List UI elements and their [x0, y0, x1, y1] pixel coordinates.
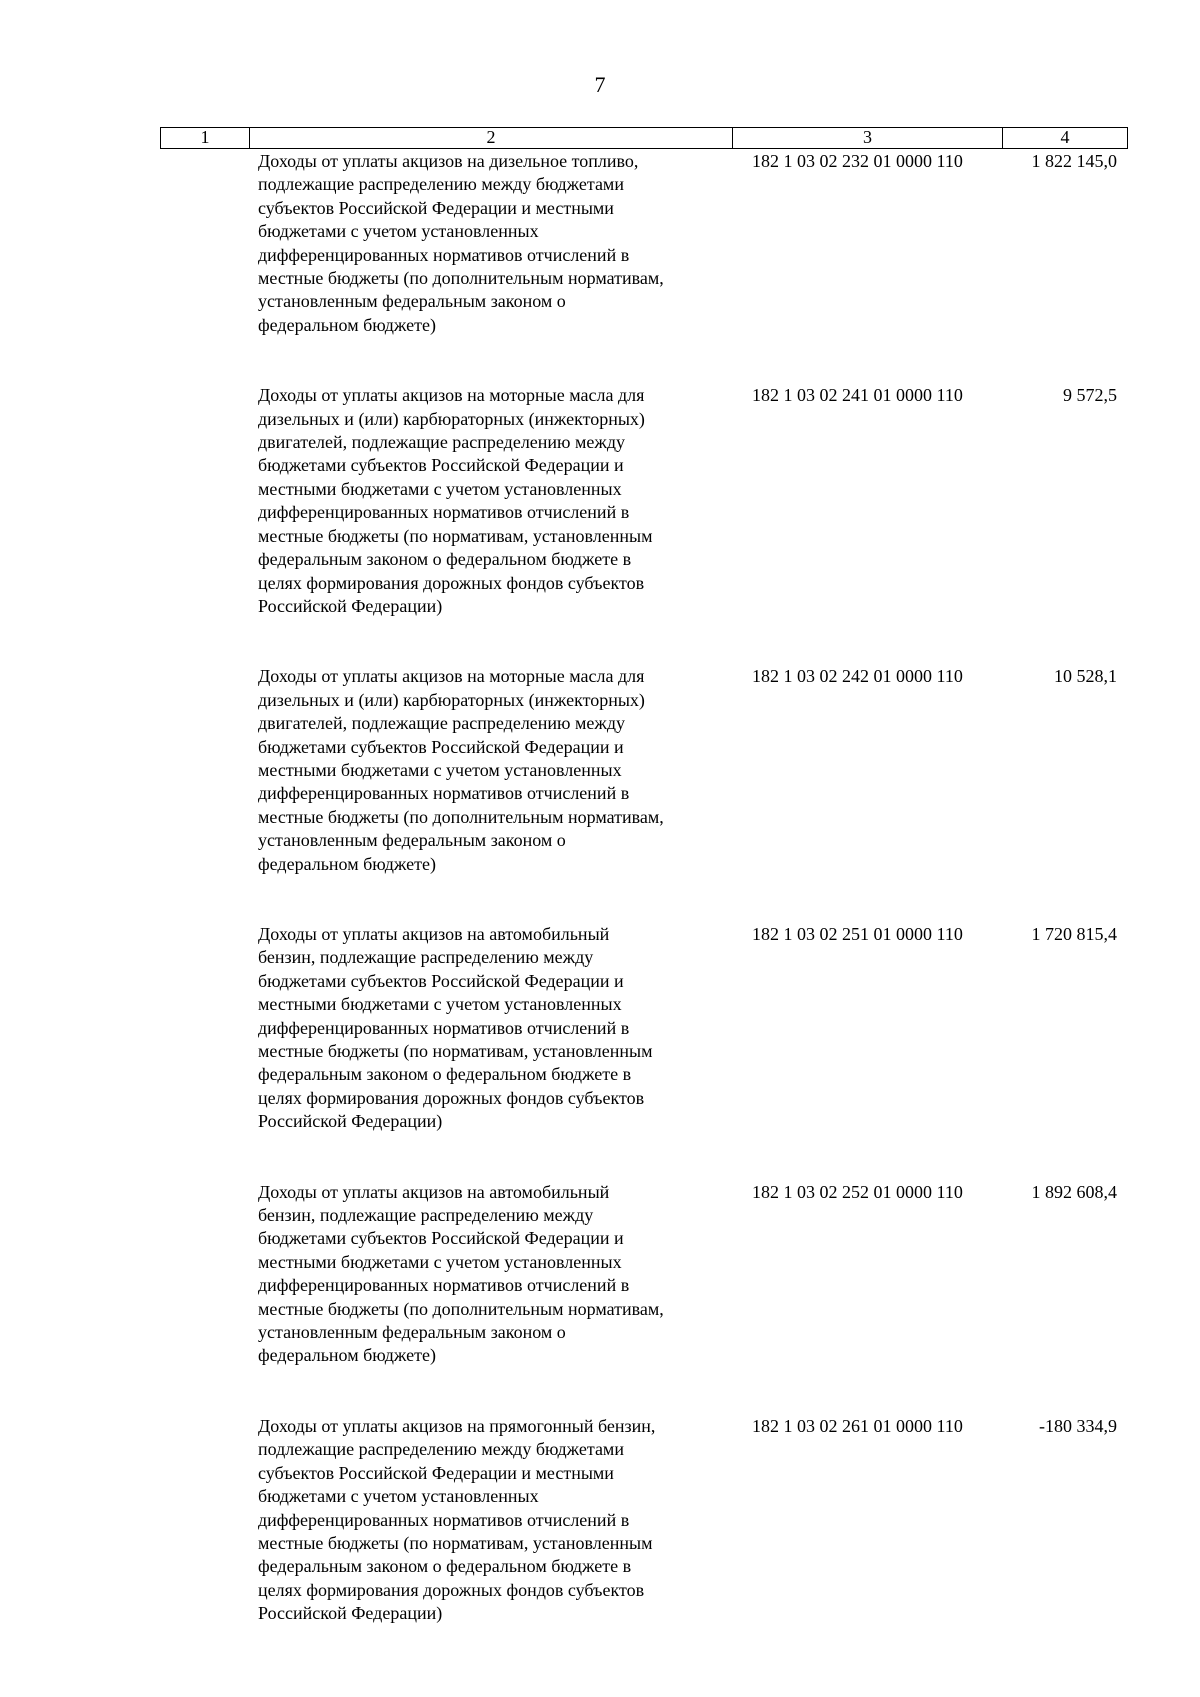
description-line: дифференцированных нормативов отчислений в [258, 502, 630, 523]
table-row [160, 665, 1128, 876]
description-line: местными бюджетами с учетом установленных [258, 478, 622, 499]
description-line: дифференцированных нормативов отчислений в [258, 1275, 630, 1296]
description-line: субъектов Российской Федерации и местными [258, 197, 614, 218]
row-spacer [160, 618, 1128, 665]
description-line: дифференцированных нормативов отчислений в [258, 244, 630, 265]
table-header-col-3: 3 [732, 128, 1002, 148]
description-line: Российской Федерации) [258, 1603, 443, 1624]
row-spacer [160, 876, 1128, 923]
table-header-row [160, 127, 1128, 149]
description-line: местные бюджеты (по нормативам, установленным [258, 1532, 653, 1553]
table-row [160, 150, 1128, 337]
description-line: бюджетами с учетом установленных [258, 221, 539, 242]
description-line: Доходы от уплаты акцизов на автомобильный [258, 923, 610, 944]
description-line: дифференцированных нормативов отчислений в [258, 783, 630, 804]
description-line: бюджетами субъектов Российской Федерации и [258, 1228, 624, 1249]
description-line: подлежащие распределению между бюджетами [258, 1439, 624, 1460]
row-amount: 1 822 145,0 [1031, 151, 1117, 171]
description-line: Доходы от уплаты акцизов на моторные масла для [258, 666, 645, 687]
description-line: Российской Федерации) [258, 595, 443, 616]
row-amount: 10 528,1 [1054, 666, 1117, 687]
description-line: федеральном бюджете) [258, 314, 436, 335]
row-budget-code: 182 1 03 02 252 01 0000 110 [752, 1181, 963, 1202]
description-line: Доходы от уплаты акцизов на моторные масла для [258, 385, 645, 406]
description-line: двигателей, подлежащие распределению между [258, 713, 625, 734]
row-description [160, 150, 731, 337]
row-amount: -180 334,9 [1039, 1415, 1117, 1436]
row-description [160, 1415, 731, 1626]
row-amount: 9 572,5 [1063, 385, 1117, 406]
description-line: федеральным законом о федеральном бюджете в [258, 549, 632, 570]
row-budget-code: 182 1 03 02 242 01 0000 110 [752, 666, 963, 687]
table-row [160, 1181, 1128, 1368]
description-line: федеральным законом о федеральном бюджете в [258, 1064, 632, 1085]
description-line: двигателей, подлежащие распределению между [258, 432, 625, 453]
description-line: субъектов Российской Федерации и местными [258, 1462, 614, 1483]
description-line: бюджетами субъектов Российской Федерации и [258, 970, 624, 991]
description-line: местные бюджеты (по нормативам, установленным [258, 1041, 653, 1061]
description-line: местные бюджеты (по дополнительным нормативам, [258, 268, 664, 289]
description-line: бюджетами субъектов Российской Федерации и [258, 455, 624, 476]
description-line: бензин, подлежащие распределению между [258, 1205, 594, 1226]
description-line: бюджетами с учетом установленных [258, 1486, 539, 1507]
row-amount: 1 720 815,4 [1031, 923, 1117, 944]
row-description [160, 665, 731, 876]
row-amount: 1 892 608,4 [1031, 1181, 1117, 1202]
table-header-col-4: 4 [1002, 128, 1127, 148]
description-line: местные бюджеты (по нормативам, установленным [258, 525, 653, 546]
description-line: местные бюджеты (по дополнительным нормативам, [258, 1298, 664, 1319]
description-line: местные бюджеты (по дополнительным нормативам, [258, 806, 664, 827]
description-line: дифференцированных нормативов отчислений в [258, 1509, 630, 1530]
row-description [160, 1181, 731, 1368]
description-line: бензин, подлежащие распределению между [258, 947, 594, 968]
description-line: целях формирования дорожных фондов субъектов [258, 572, 645, 593]
description-line: дифференцированных нормативов отчислений в [258, 1017, 630, 1038]
table-header-col-1: 1 [200, 127, 210, 147]
description-line: дизельных и (или) карбюраторных (инжекторных) [258, 408, 645, 429]
description-line: Доходы от уплаты акцизов на автомобильный [258, 1181, 610, 1202]
description-line: бюджетами субъектов Российской Федерации и [258, 736, 624, 757]
description-line: федеральном бюджете) [258, 853, 436, 874]
page-number: 7 [594, 72, 606, 97]
row-budget-code: 182 1 03 02 251 01 0000 110 [752, 923, 963, 944]
description-line: федеральным законом о федеральном бюджете в [258, 1556, 632, 1577]
row-spacer [160, 1134, 1128, 1181]
description-line: установленным федеральным законом о [258, 1322, 566, 1343]
row-description [160, 384, 731, 618]
row-budget-code: 182 1 03 02 261 01 0000 110 [752, 1415, 963, 1436]
description-line: Доходы от уплаты акцизов на прямогонный бензин, [258, 1415, 656, 1436]
description-line: установленным федеральным законом о [258, 830, 566, 851]
description-line: целях формирования дорожных фондов субъектов [258, 1579, 645, 1600]
table-row [160, 923, 1128, 1134]
row-spacer [160, 1368, 1128, 1415]
table-row [160, 1415, 1128, 1626]
description-line: дизельных и (или) карбюраторных (инжекторных) [258, 689, 645, 710]
description-line: Доходы от уплаты акцизов на дизельное топливо, [258, 151, 639, 171]
row-budget-code: 182 1 03 02 241 01 0000 110 [752, 385, 963, 406]
description-line: федеральном бюджете) [258, 1345, 436, 1366]
description-line: Российской Федерации) [258, 1111, 443, 1132]
row-description [160, 923, 731, 1134]
table-row [160, 384, 1128, 618]
description-line: целях формирования дорожных фондов субъектов [258, 1087, 645, 1108]
description-line: местными бюджетами с учетом установленных [258, 759, 622, 780]
table-header-col-2: 2 [249, 128, 732, 148]
description-line: установленным федеральным законом о [258, 291, 566, 312]
description-line: местными бюджетами с учетом установленных [258, 1251, 622, 1272]
description-line: местными бюджетами с учетом установленных [258, 994, 622, 1015]
description-line: подлежащие распределению между бюджетами [258, 174, 624, 195]
table-body [160, 150, 1128, 1626]
row-budget-code: 182 1 03 02 232 01 0000 110 [752, 151, 963, 171]
row-spacer [160, 337, 1128, 384]
